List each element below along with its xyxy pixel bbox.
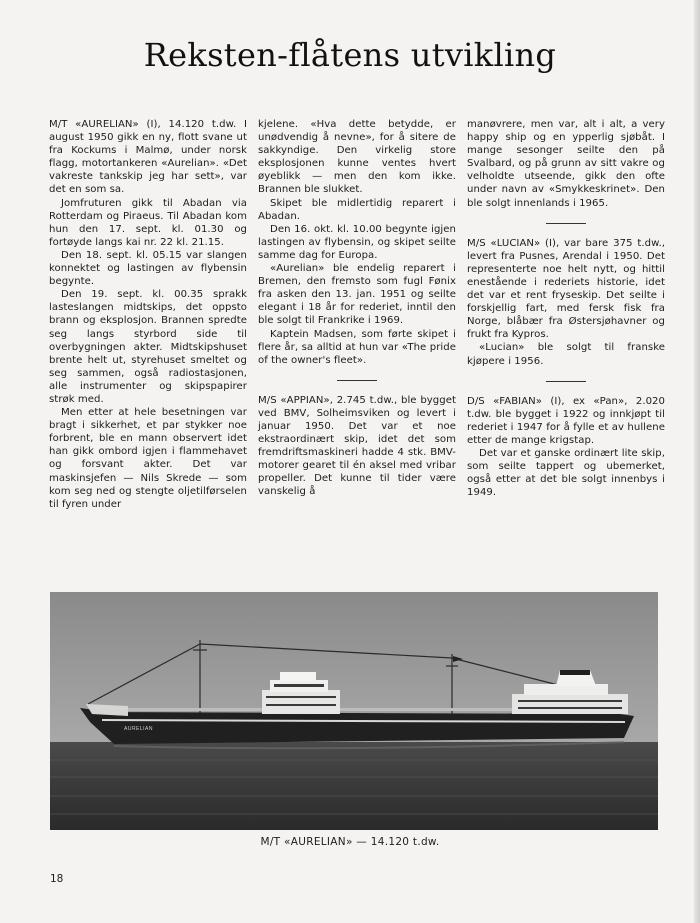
paragraph: Den 16. okt. kl. 10.00 begynte igjen lastingen av flybensin, og skipet seilte samme dag for Europa. bbox=[258, 223, 456, 261]
ship-photo bbox=[50, 592, 658, 830]
paragraph-appian-intro: M/S «APPIAN», 2.745 t.dw., ble bygget ved BMV, Solheimsviken og levert i januar 1950. Det var et noe ekstraordinært skip, idet det som fremdriftsmaskineri hadde 4 stk. BMV-motorer gearet til én aksel med vribar propeller. Det kunne til tider være vanskelig å bbox=[258, 394, 456, 498]
page-title: Reksten-flåtens utvikling bbox=[143, 36, 557, 74]
hull-name-text: AURELIAN bbox=[124, 726, 154, 732]
paragraph: Den 19. sept. kl. 00.35 sprakk lasteslangen midtskips, det oppsto brann og eksplosjon. Brannen spredte seg langs styrbord side til overbygningen akter. Midtskipshuset brente helt ut, styrehuset smeltet og seg sammen, også radiostasjonen, alle instrumenter og skipspapirer strøk med. bbox=[49, 289, 247, 405]
paragraph: Jomfruturen gikk til Abadan via Rotterdam og Piraeus. Til Abadan kom hun den 17. sept. kl. 01.30 og fortøyde langs kai nr. 22 kl. 21.15. bbox=[49, 197, 247, 248]
text-column-2 bbox=[258, 118, 456, 499]
paragraph-lucian-intro: M/S «LUCIAN» (I), var bare 375 t.dw., levert fra Pusnes, Arendal i 1950. Det representerte noe helt nytt, og hittil enestående i rederiets historie, idet det var et rent fryseskip. Det seilte i forskjellig fart, med fersk fisk fra Norge, blåbær fra Østersjøhavner og frukt fra Kypros. bbox=[467, 237, 665, 341]
paragraph-fabian-intro: D/S «FABIAN» (I), ex «Pan», 2.020 t.dw. ble bygget i 1922 og innkjøpt til rederiet i 1947 for å fylle et av hullene etter de mange krigstap. bbox=[467, 395, 665, 446]
paragraph: Kaptein Madsen, som førte skipet i flere år, sa alltid at hun var «The pride of the owner's fleet». bbox=[258, 328, 456, 366]
photo-caption: M/T «AURELIAN» — 14.120 t.dw. bbox=[260, 836, 440, 848]
page-edge-shadow bbox=[694, 0, 700, 923]
paragraph: Den 18. sept. kl. 05.15 var slangen konnektet og lastingen av flybensin begynte. bbox=[49, 249, 247, 288]
paragraph: Det var et ganske ordinært lite skip, som seilte tappert og ubemerket, også etter at det ble solgt innenbys i 1949. bbox=[467, 447, 665, 499]
tanker-illustration bbox=[50, 592, 658, 830]
paragraph: manøvrere, men var, alt i alt, a very happy ship og en ypperlig sjøbåt. I mange sesonger seilte den på Svalbard, og på grunn av sitt vakre og velholdte utseende, gikk den ofte under navn av «Smykkeskrinet». Den ble solgt innenlands i 1965. bbox=[467, 119, 665, 209]
text-column-1 bbox=[49, 118, 247, 511]
paragraph: «Aurelian» ble endelig reparert i Bremen, den fremsto som fugl Fønix fra asken den 13. jan. 1951 og seilte elegant i 18 år for rederiet, inntil den ble solgt til Frankrike i 1969. bbox=[258, 263, 456, 327]
paragraph: Men etter at hele besetningen var bragt i sikkerhet, et par stykker noe forbrent, ble en mann observert idet han gikk ombord igjen i flammehavet og forsvant akter. Det var maskinsjefen — Nils Skrede — som kom seg ned og stengte oljetilførselen til fyren under bbox=[49, 407, 247, 510]
paragraph: «Lucian» ble solgt til franske kjøpere i 1956. bbox=[467, 342, 665, 367]
text-column-3 bbox=[467, 118, 665, 499]
paragraph: Skipet ble midlertidig reparert i Abadan. bbox=[258, 197, 456, 222]
paragraph-aurelian-intro: M/T «AURELIAN» (I), 14.120 t.dw. I august 1950 gikk en ny, flott svane ut fra Kockums i Malmø, under norsk flagg, motortankeren «Aurelian». «Det vakreste tankskip jeg har sett», var det en som sa. bbox=[49, 119, 247, 196]
page-number: 18 bbox=[50, 873, 64, 885]
paragraph: kjelene. «Hva dette betydde, er unødvendig å nevne», for å sitere de sakkyndige. Den virkelig store eksplosjonen kunne ventes hvert øyeblikk — men den kom ikke. Brannen ble slukket. bbox=[258, 119, 456, 196]
